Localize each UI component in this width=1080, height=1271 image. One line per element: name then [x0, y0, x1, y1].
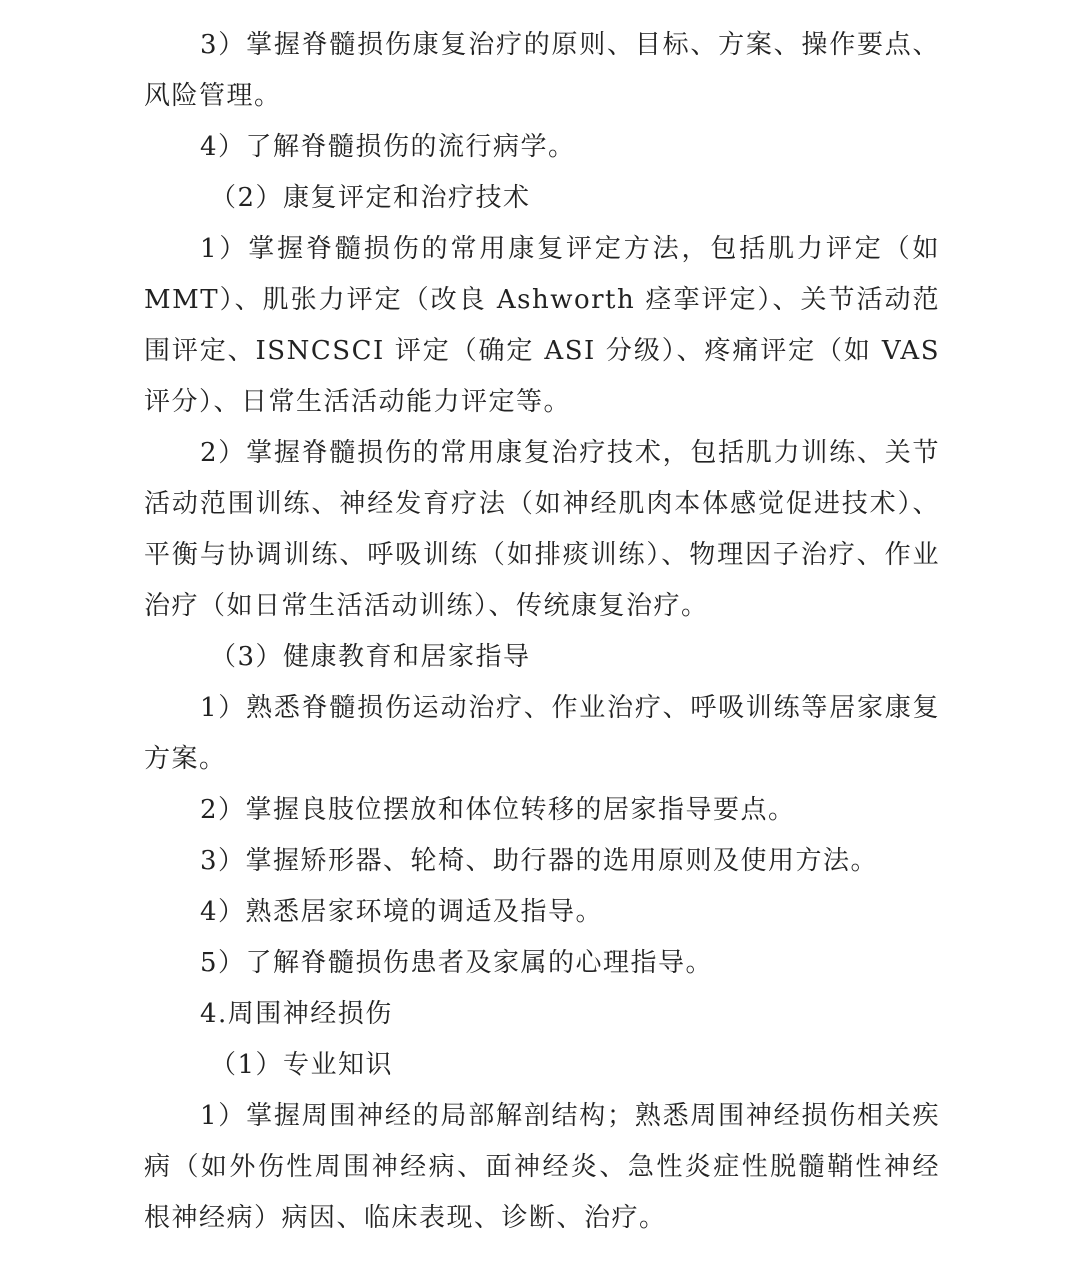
document-body: [144, 20, 940, 1244]
heading-peripheral-nerve-injury: 4.周围神经损伤: [200, 999, 393, 1029]
paragraph-psychological-guidance: 5）了解脊髓损伤患者及家属的心理指导。: [200, 948, 714, 978]
paragraph-peripheral-nerve-anatomy: 1）掌握周围神经的局部解剖结构；熟悉周围神经损伤相关疾病（如外伤性周围神经病、面神经炎、急性炎症性脱髓鞘性神经根神经病）病因、临床表现、诊断、治疗。: [144, 1101, 940, 1233]
paragraph-sci-epidemiology: 4）了解脊髓损伤的流行病学。: [200, 132, 576, 162]
paragraph-home-environment: 4）熟悉居家环境的调适及指导。: [200, 897, 604, 927]
heading-assessment-and-techniques: （2）康复评定和治疗技术: [210, 183, 531, 213]
heading-health-education-home-guidance: （3）健康教育和居家指导: [210, 642, 531, 672]
paragraph-assistive-devices: 3）掌握矫形器、轮椅、助行器的选用原则及使用方法。: [200, 846, 879, 876]
heading-professional-knowledge: （1）专业知识: [210, 1050, 394, 1080]
paragraph-sci-treatment-principles: 3）掌握脊髓损伤康复治疗的原则、目标、方案、操作要点、风险管理。: [144, 30, 940, 111]
paragraph-positioning-transfer: 2）掌握良肢位摆放和体位转移的居家指导要点。: [200, 795, 796, 825]
paragraph-sci-treatment-techniques: 2）掌握脊髓损伤的常用康复治疗技术，包括肌力训练、关节活动范围训练、神经发育疗法（如神经肌肉本体感觉促进技术）、平衡与协调训练、呼吸训练（如排痰训练）、物理因子治疗、作业治疗（如日常生活活动训练）、传统康复治疗。: [144, 438, 940, 621]
paragraph-home-rehab-plan: 1）熟悉脊髓损伤运动治疗、作业治疗、呼吸训练等居家康复方案。: [144, 693, 940, 774]
paragraph-sci-assessment-methods: 1）掌握脊髓损伤的常用康复评定方法，包括肌力评定（如MMT）、肌张力评定（改良 Ashworth 痉挛评定）、关节活动范围评定、ISNCSCI 评定（确定 ASI 分级）、疼痛评定（如 VAS 评分）、日常生活活动能力评定等。: [144, 234, 940, 417]
